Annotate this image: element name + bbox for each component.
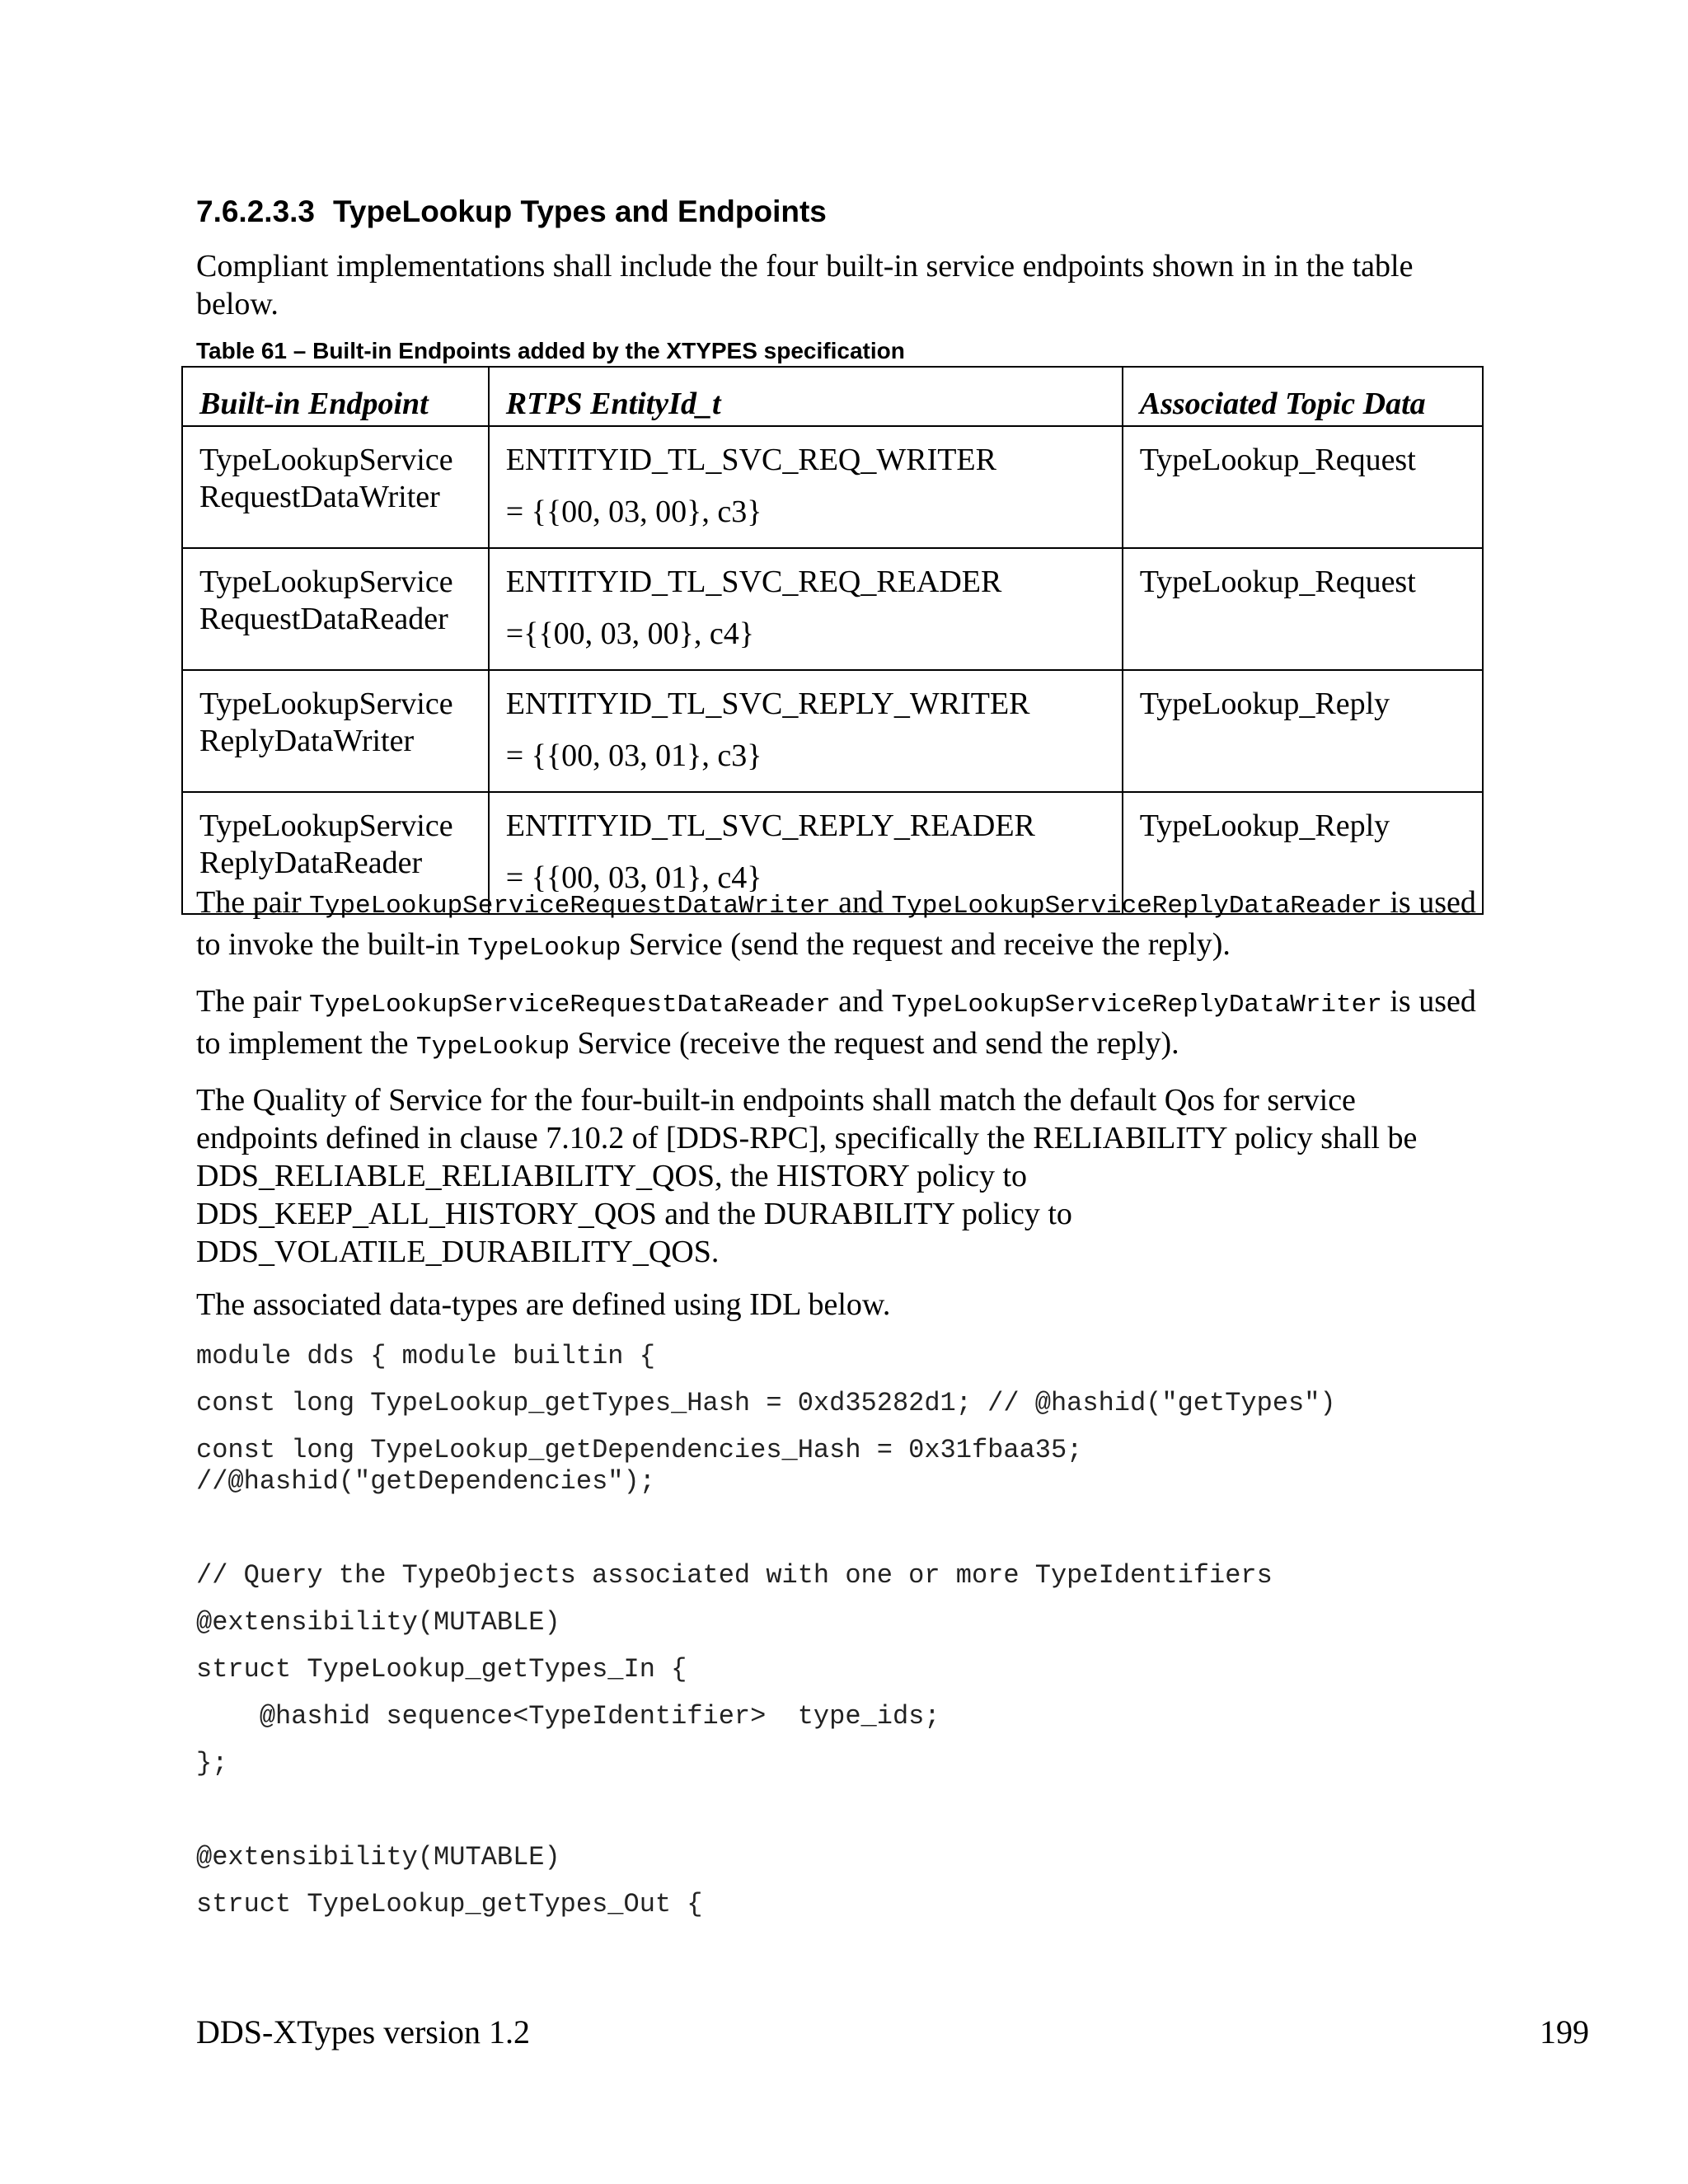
- endpoint-line2: ReplyDataWriter: [199, 724, 415, 758]
- topic-cell: TypeLookup_Reply: [1123, 792, 1483, 914]
- entity-id-cell: [489, 426, 1123, 548]
- pair2-code-3: TypeLookup: [416, 1033, 570, 1062]
- intro-paragraph: Compliant implementations shall include the four built-in service endpoints shown in in the table below.: [196, 249, 1414, 321]
- endpoint-cell: [182, 670, 489, 792]
- entity-id-value: ={{00, 03, 00}, c4}: [505, 616, 754, 651]
- pair1-text-2: and: [830, 885, 892, 920]
- pair1-text-1: The pair: [196, 885, 310, 920]
- entity-id-value: = {{00, 03, 01}, c4}: [505, 860, 762, 895]
- code-line: struct TypeLookup_getTypes_In {: [196, 1654, 687, 1685]
- code-line: const long TypeLookup_getTypes_Hash = 0xd35282d1; // @hashid("getTypes"): [196, 1388, 1336, 1418]
- footer-doc-title: DDS-XTypes version 1.2: [196, 2013, 530, 2050]
- endpoint-line2: ReplyDataReader: [199, 846, 423, 880]
- pair2-paragraph: [196, 982, 1482, 1066]
- pair1-code-1: TypeLookupServiceRequestDataWriter: [309, 892, 831, 921]
- endpoint-line2: RequestDataReader: [199, 602, 448, 636]
- code-line: @hashid sequence<TypeIdentifier> type_ids;: [196, 1701, 940, 1732]
- endpoint-line1: TypeLookupService: [199, 808, 453, 843]
- code-line: };: [196, 1748, 228, 1779]
- topic-cell: TypeLookup_Reply: [1123, 670, 1483, 792]
- entity-id-cell: [489, 548, 1123, 670]
- table-caption: Table 61 – Built-in Endpoints added by the XTYPES specification: [196, 338, 905, 363]
- header-entity-id: RTPS EntityId_t: [489, 367, 1123, 426]
- entity-id-cell: [489, 670, 1123, 792]
- pair2-text-2: and: [830, 984, 892, 1019]
- section-number: 7.6.2.3.3: [196, 194, 316, 228]
- endpoint-line2: RequestDataWriter: [199, 480, 440, 514]
- code-line: module dds { module builtin {: [196, 1341, 655, 1371]
- endpoint-line1: TypeLookupService: [199, 565, 453, 599]
- header-topic-data: Associated Topic Data: [1123, 367, 1483, 426]
- pair1-text-4: Service (send the request and receive the reply).: [621, 927, 1231, 962]
- table-row: [182, 426, 1483, 548]
- entity-id-name: ENTITYID_TL_SVC_REQ_READER: [505, 565, 1002, 599]
- pair1-paragraph: [196, 883, 1482, 968]
- table-row: [182, 670, 1483, 792]
- idl-intro-paragraph: The associated data-types are defined using IDL below.: [196, 1287, 891, 1322]
- pair1-code-3: TypeLookup: [467, 934, 621, 963]
- entity-id-name: ENTITYID_TL_SVC_REPLY_READER: [505, 808, 1035, 843]
- pair2-text-4: Service (receive the request and send the reply).: [570, 1026, 1179, 1061]
- pair1-code-2: TypeLookupServiceReplyDataReader: [891, 892, 1382, 921]
- endpoint-line1: TypeLookupService: [199, 443, 453, 477]
- code-comment: // Query the TypeObjects associated with one or more TypeIdentifiers: [196, 1560, 1273, 1591]
- code-line: @extensibility(MUTABLE): [196, 1842, 560, 1872]
- section-heading: [196, 194, 827, 229]
- entity-id-name: ENTITYID_TL_SVC_REQ_WRITER: [505, 443, 996, 477]
- entity-id-value: = {{00, 03, 01}, c3}: [505, 738, 762, 773]
- section-title: TypeLookup Types and Endpoints: [333, 194, 827, 228]
- code-line: struct TypeLookup_getTypes_Out {: [196, 1889, 703, 1919]
- pair1-text-3: is used to invoke the built-in: [196, 885, 1476, 962]
- code-line: //@hashid("getDependencies");: [196, 1466, 655, 1497]
- table-row: [182, 548, 1483, 670]
- pair2-code-2: TypeLookupServiceReplyDataWriter: [891, 991, 1382, 1019]
- pair2-code-1: TypeLookupServiceRequestDataReader: [309, 991, 831, 1019]
- topic-cell: TypeLookup_Request: [1123, 426, 1483, 548]
- qos-paragraph: The Quality of Service for the four-built-in endpoints shall match the default Qos for service endpoints defined in clause 7.10.2 of [DDS-RPC], specifically the RELIABILITY policy shall be DDS_RELIABLE_RELIABILITY_QOS, the HISTORY policy to DDS_KEEP_ALL_HISTORY_QOS and the DURABILITY policy to DDS_VOLATILE_DURABILITY_QOS.: [196, 1083, 1418, 1269]
- endpoint-cell: [182, 548, 489, 670]
- code-line: @extensibility(MUTABLE): [196, 1607, 560, 1638]
- entity-id-name: ENTITYID_TL_SVC_REPLY_WRITER: [505, 687, 1030, 721]
- endpoint-line1: TypeLookupService: [199, 687, 453, 721]
- endpoint-cell: [182, 426, 489, 548]
- header-builtin-endpoint: Built-in Endpoint: [182, 367, 489, 426]
- topic-cell: TypeLookup_Request: [1123, 548, 1483, 670]
- pair2-text-1: The pair: [196, 984, 310, 1019]
- endpoints-table: [181, 366, 1484, 915]
- page-number: 199: [1540, 2013, 1589, 2050]
- entity-id-value: = {{00, 03, 00}, c3}: [505, 494, 762, 529]
- pair2-text-3: is used to implement the: [196, 984, 1476, 1061]
- table-header-row: [182, 367, 1483, 426]
- code-line: const long TypeLookup_getDependencies_Hash = 0x31fbaa35;: [196, 1435, 1083, 1465]
